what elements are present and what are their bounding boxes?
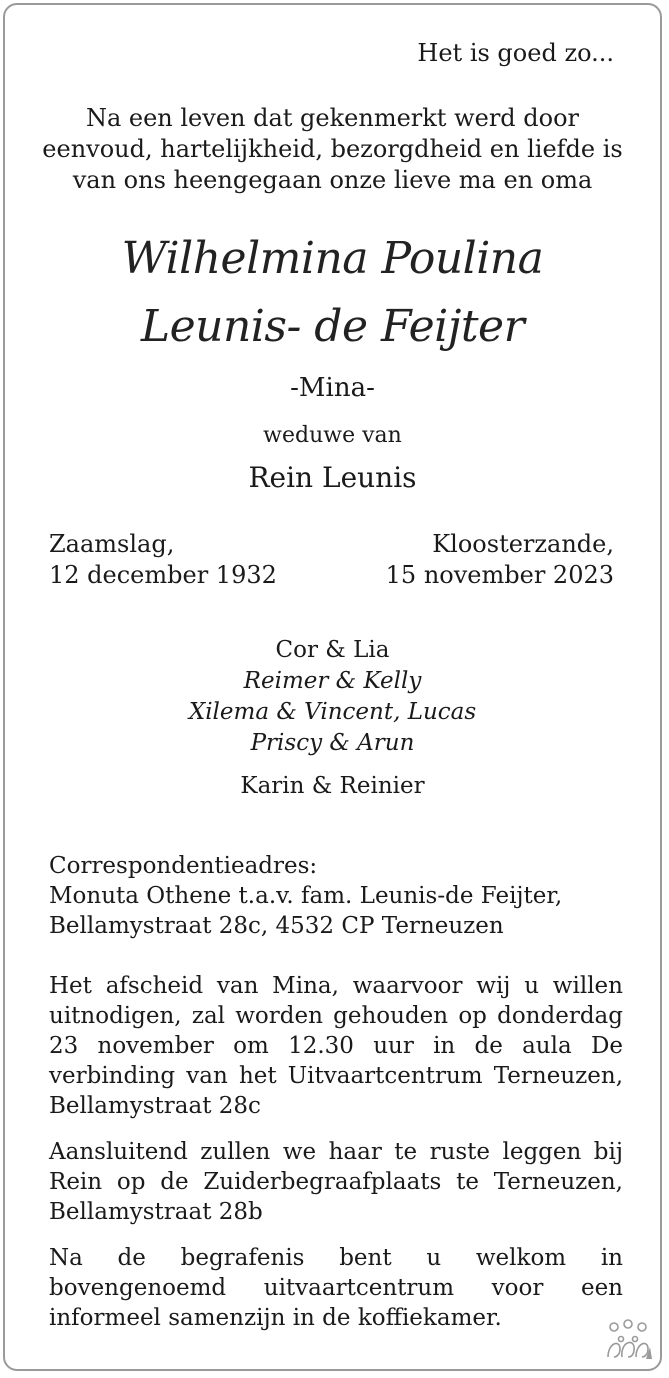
intro-line: eenvoud, hartelijkheid, bezorgdheid en liefde is [42, 135, 623, 163]
family-line: Priscy & Arun [250, 730, 415, 756]
death-info [386, 529, 614, 591]
reception-paragraph: Na de begrafenis bent u welkom in bovengenoemd uitvaartcentrum voor een informeel samenzijn in de koffiekamer. [49, 1245, 623, 1331]
family-list [5, 635, 660, 759]
deceased-name-line1: Wilhelmina Poulina [121, 233, 544, 284]
birth-date: 12 december 1932 [49, 561, 277, 589]
correspondence-address [49, 851, 562, 941]
motto: Het is goed zo... [417, 39, 614, 67]
family-logo-icon [602, 1317, 654, 1361]
family-line: Reimer & Kelly [243, 668, 422, 694]
family-line: Cor & Lia [275, 637, 390, 663]
death-date: 15 november 2023 [385, 561, 614, 589]
intro-line: Na een leven dat gekenmerkt werd door [85, 104, 580, 132]
nickname: -Mina- [290, 373, 375, 403]
correspondence-line: Bellamystraat 28c, 4532 CP Terneuzen [49, 913, 504, 939]
family-line: Karin & Reinier [240, 773, 425, 799]
family-line: Xilema & Vincent, Lucas [188, 699, 477, 725]
farewell-paragraph: Het afscheid van Mina, waarvoor wij u willen uitnodigen, zal worden gehouden op donderdag 23 november om 12.30 uur in de aula De verbinding van het Uitvaartcentrum Terneuzen, Bellamystraat 28c [49, 973, 623, 1119]
burial-paragraph: Aansluitend zullen we haar te ruste leggen bij Rein op de Zuiderbegraafplaats te Terneuzen, Bellamystraat 28b [49, 1139, 623, 1225]
widow-of-label: weduwe van [263, 423, 402, 448]
death-place: Kloosterzande, [432, 530, 614, 558]
birth-place: Zaamslag, [49, 530, 175, 558]
correspondence-line: Correspondentieadres: [49, 853, 318, 879]
deceased-name-line2: Leunis- de Feijter [140, 301, 525, 352]
intro-text [5, 103, 660, 196]
obituary-card [3, 3, 662, 1371]
intro-line: van ons heengegaan onze lieve ma en oma [72, 166, 593, 194]
correspondence-line: Monuta Othene t.a.v. fam. Leunis-de Feijter, [49, 883, 563, 909]
birth-info [49, 529, 277, 591]
husband-name: Rein Leunis [248, 461, 417, 494]
